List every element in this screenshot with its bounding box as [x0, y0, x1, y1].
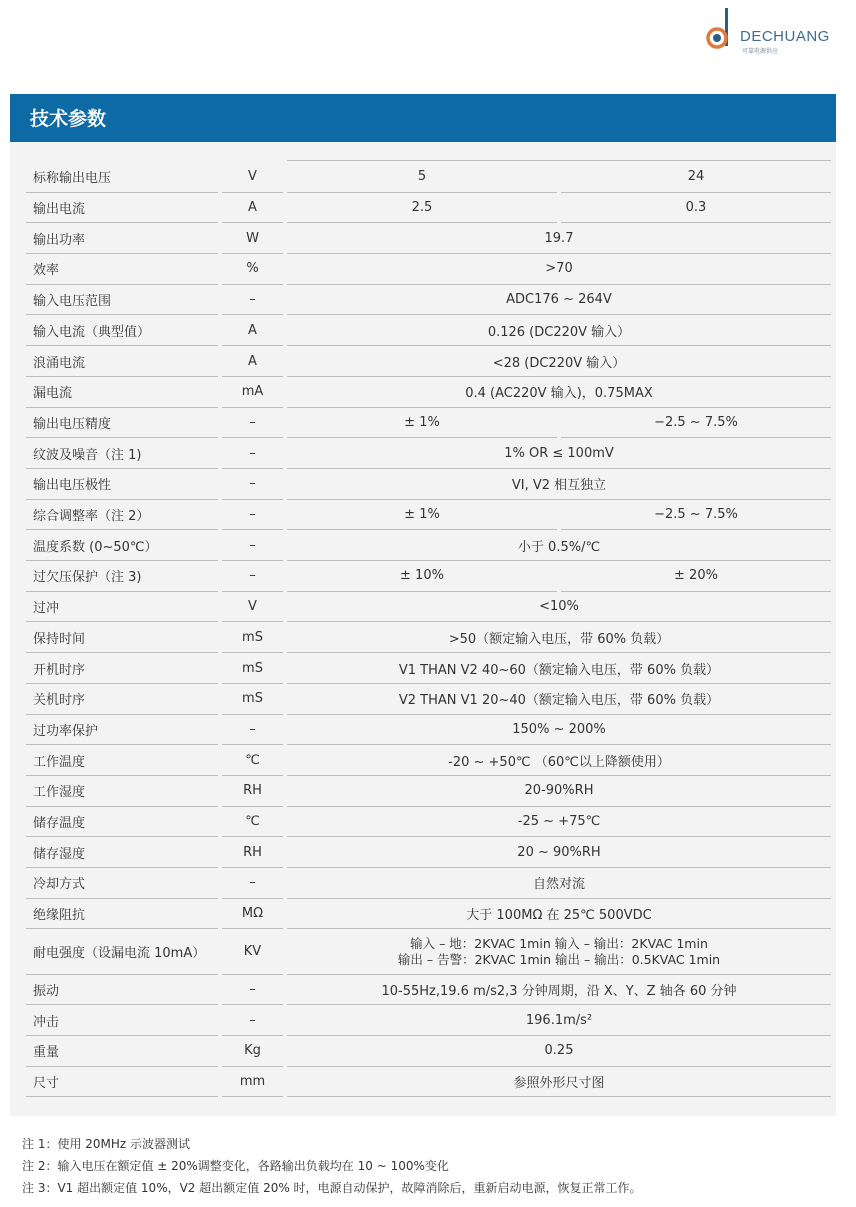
- table-row: [0, 623, 856, 654]
- param-value: 参照外形尺寸图: [287, 1067, 831, 1098]
- notes: [22, 1133, 642, 1199]
- param-unit: –: [222, 1005, 283, 1036]
- param-unit: –: [222, 500, 283, 531]
- param-name: 输出电压极性: [26, 469, 218, 500]
- param-value-24v: −2.5 ~ 7.5%: [561, 500, 831, 531]
- param-name: 输出电流: [26, 193, 218, 224]
- param-value: V2 THAN V1 20~40（额定输入电压，带 60% 负载）: [287, 684, 831, 715]
- param-value-24v: ± 20%: [561, 561, 831, 592]
- table-row: [0, 377, 856, 408]
- brand-name: DECHUANG: [740, 28, 830, 45]
- param-name: 过功率保护: [26, 715, 218, 746]
- param-name: 综合调整率（注 2）: [26, 500, 218, 531]
- param-unit: V: [222, 592, 283, 623]
- param-name: 耐电强度（设漏电流 10mA）: [26, 930, 218, 975]
- param-value: 小于 0.5%/℃: [287, 530, 831, 561]
- note-3: 注 3：V1 超出额定值 10%，V2 超出额定值 20% 时，电源自动保护，故障消除后，重新启动电源，恢复正常工作。: [22, 1181, 642, 1195]
- table-row: [0, 653, 856, 684]
- note-2: 注 2：输入电压在额定值 ± 20%调整变化，各路输出负载均在 10 ~ 100%变化: [22, 1159, 449, 1173]
- param-unit: RH: [222, 837, 283, 868]
- param-name: 纹波及噪音（注 1): [26, 438, 218, 469]
- param-value-5v: 5: [287, 162, 557, 193]
- table-row: [0, 899, 856, 930]
- param-name: 冷却方式: [26, 868, 218, 899]
- param-unit: –: [222, 975, 283, 1006]
- param-name: 输入电流（典型值）: [26, 316, 218, 347]
- param-name: 标称输出电压: [26, 162, 218, 193]
- param-unit: –: [222, 285, 283, 316]
- table-row: [0, 530, 856, 561]
- param-name: 关机时序: [26, 684, 218, 715]
- param-value: 自然对流: [287, 868, 831, 899]
- param-name: 保持时间: [26, 623, 218, 654]
- param-unit: V: [222, 162, 283, 193]
- param-value: ADC176 ~ 264V: [287, 285, 831, 316]
- table-top-line: [287, 160, 831, 161]
- param-value: V1 THAN V2 40~60（额定输入电压，带 60% 负载）: [287, 653, 831, 684]
- param-unit: –: [222, 469, 283, 500]
- param-name: 温度系数 (0~50℃）: [26, 530, 218, 561]
- table-row: [0, 930, 856, 975]
- table-row: [0, 837, 856, 868]
- table-row: [0, 162, 856, 193]
- brand-tagline: 可靠电源供应: [742, 48, 779, 55]
- param-name: 过冲: [26, 592, 218, 623]
- table-row: [0, 684, 856, 715]
- param-unit: A: [222, 193, 283, 224]
- table-row: [0, 975, 856, 1006]
- table-row: [0, 776, 856, 807]
- param-name: 储存湿度: [26, 837, 218, 868]
- param-value-line: 输入 – 地：2KVAC 1min 输入 – 输出：2KVAC 1min: [410, 935, 708, 951]
- param-value-24v: −2.5 ~ 7.5%: [561, 408, 831, 439]
- param-unit: %: [222, 254, 283, 285]
- param-unit: Kg: [222, 1036, 283, 1067]
- param-value: <28 (DC220V 输入）: [287, 346, 831, 377]
- param-value: 大于 100MΩ 在 25℃ 500VDC: [287, 899, 831, 930]
- param-unit: MΩ: [222, 899, 283, 930]
- param-value: 150% ~ 200%: [287, 715, 831, 746]
- param-value-5v: ± 1%: [287, 408, 557, 439]
- param-unit: mA: [222, 377, 283, 408]
- param-unit: –: [222, 715, 283, 746]
- param-value-line: 输出 – 告警：2KVAC 1min 输出 – 输出：0.5KVAC 1min: [397, 951, 721, 967]
- section-header: [10, 94, 836, 142]
- param-name: 输出功率: [26, 223, 218, 254]
- table-row: [0, 223, 856, 254]
- param-name: 尺寸: [26, 1067, 218, 1098]
- param-value-24v: 24: [561, 162, 831, 193]
- param-unit: W: [222, 223, 283, 254]
- param-value: VI, V2 相互独立: [287, 469, 831, 500]
- table-row: [0, 1005, 856, 1036]
- table-row: [0, 745, 856, 776]
- table-row: [0, 285, 856, 316]
- note-1: 注 1：使用 20MHz 示波器测试: [22, 1137, 191, 1151]
- param-name: 开机时序: [26, 653, 218, 684]
- table-row: [0, 438, 856, 469]
- param-unit: A: [222, 316, 283, 347]
- table-row: [0, 346, 856, 377]
- section-title: 技术参数: [30, 108, 107, 130]
- param-value: 196.1m/s²: [287, 1005, 831, 1036]
- param-value: 1% OR ≤ 100mV: [287, 438, 831, 469]
- dechuang-logo-icon: [704, 8, 744, 54]
- param-value: 19.7: [287, 223, 831, 254]
- param-value-5v: ± 1%: [287, 500, 557, 531]
- param-name: 振动: [26, 975, 218, 1006]
- param-unit: –: [222, 438, 283, 469]
- param-value: >50（额定输入电压，带 60% 负载）: [287, 623, 831, 654]
- param-value: >70: [287, 254, 831, 285]
- param-unit: –: [222, 530, 283, 561]
- param-unit: –: [222, 868, 283, 899]
- param-unit: KV: [222, 930, 283, 975]
- param-name: 输出电压精度: [26, 408, 218, 439]
- param-value: -25 ~ +75℃: [287, 807, 831, 838]
- param-name: 浪涌电流: [26, 346, 218, 377]
- param-value: -20 ~ +50℃ （60℃以上降额使用）: [287, 745, 831, 776]
- param-value-5v: ± 10%: [287, 561, 557, 592]
- param-value: 0.4 (AC220V 输入)，0.75MAX: [287, 377, 831, 408]
- param-value: 0.126 (DC220V 输入）: [287, 316, 831, 347]
- table-row: [0, 254, 856, 285]
- param-value: 20-90%RH: [287, 776, 831, 807]
- param-name: 输入电压范围: [26, 285, 218, 316]
- table-row: [0, 1067, 856, 1098]
- param-unit: RH: [222, 776, 283, 807]
- param-name: 冲击: [26, 1005, 218, 1036]
- param-value-5v: 2.5: [287, 193, 557, 224]
- param-name: 储存温度: [26, 807, 218, 838]
- param-unit: ℃: [222, 807, 283, 838]
- table-row: [0, 193, 856, 224]
- param-name: 绝缘阻抗: [26, 899, 218, 930]
- param-value: 0.25: [287, 1036, 831, 1067]
- param-unit: A: [222, 346, 283, 377]
- table-row: [0, 868, 856, 899]
- table-row: [0, 500, 856, 531]
- param-name: 工作温度: [26, 745, 218, 776]
- param-unit: –: [222, 408, 283, 439]
- param-unit: –: [222, 561, 283, 592]
- param-name: 过欠压保护（注 3): [26, 561, 218, 592]
- param-unit: mS: [222, 653, 283, 684]
- table-row: [0, 408, 856, 439]
- table-row: [0, 592, 856, 623]
- param-name: 效率: [26, 254, 218, 285]
- param-unit: mS: [222, 623, 283, 654]
- table-row: [0, 469, 856, 500]
- table-row: [0, 715, 856, 746]
- param-value-24v: 0.3: [561, 193, 831, 224]
- param-name: 漏电流: [26, 377, 218, 408]
- param-name: 重量: [26, 1036, 218, 1067]
- param-unit: ℃: [222, 745, 283, 776]
- param-unit: mS: [222, 684, 283, 715]
- table-row: [0, 561, 856, 592]
- table-row: [0, 1036, 856, 1067]
- table-row: [0, 316, 856, 347]
- param-value: [287, 930, 831, 975]
- param-value: 10-55Hz,19.6 m/s2,3 分钟周期，沿 X、Y、Z 轴各 60 分钟: [287, 975, 831, 1006]
- param-name: 工作湿度: [26, 776, 218, 807]
- param-value: 20 ~ 90%RH: [287, 837, 831, 868]
- brand-logo: [704, 8, 844, 54]
- param-value: <10%: [287, 592, 831, 623]
- param-unit: mm: [222, 1067, 283, 1098]
- table-row: [0, 807, 856, 838]
